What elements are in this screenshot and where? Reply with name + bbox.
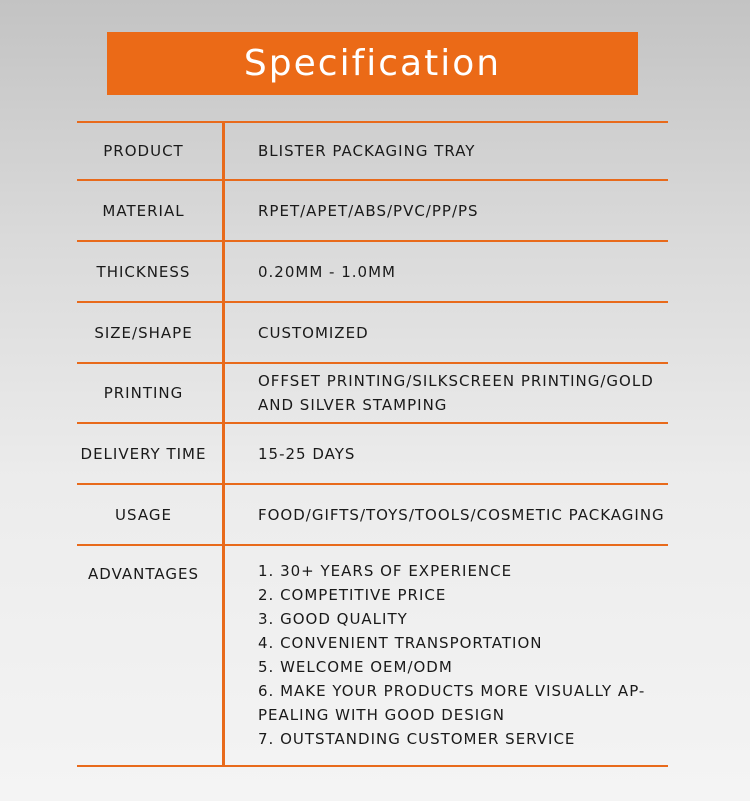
spec-label-usage: USAGE [115,505,172,524]
spec-label-material: MATERIAL [102,201,185,220]
spec-label-product: PRODUCT [103,142,184,160]
row-divider [77,765,668,767]
column-divider [222,121,225,767]
spec-value-advantages [258,559,668,759]
spec-value-usage: FOOD/GIFTS/TOYS/TOOLS/COSMETIC PACKAGING [258,505,665,524]
spec-label-size-shape: SIZE/SHAPE [94,323,193,342]
spec-value-material: RPET/APET/ABS/PVC/PP/PS [258,202,479,220]
page-title: Specification [243,43,502,84]
advantage-item: 5. WELCOME OEM/ODM [258,658,453,676]
advantage-item: PEALING WITH GOOD DESIGN [258,706,506,724]
advantages-list [258,559,645,751]
advantage-item: 2. COMPETITIVE PRICE [258,586,447,604]
spec-label-delivery-time: DELIVERY TIME [80,444,207,463]
spec-value-printing: OFFSET PRINTING/SILKSCREEN PRINTING/GOLD AND SILVER STAMPING [258,372,654,414]
spec-value-delivery-time: 15-25 DAYS [258,444,356,463]
row-divider [77,544,668,546]
spec-label-advantages: ADVANTAGES [88,565,199,583]
spec-label-printing: PRINTING [103,384,184,402]
advantage-item: 3. GOOD QUALITY [258,610,408,628]
spec-title-banner [107,32,638,95]
advantage-item: 4. CONVENIENT TRANSPORTATION [258,634,543,652]
spec-value-product: BLISTER PACKAGING TRAY [258,142,476,160]
advantage-item: 1. 30+ YEARS OF EXPERIENCE [258,562,513,580]
advantage-item: 6. MAKE YOUR PRODUCTS MORE VISUALLY AP- [258,682,646,700]
spec-value-size-shape: CUSTOMIZED [258,323,369,342]
spec-value-thickness: 0.20MM - 1.0MM [258,262,396,281]
advantage-item: 7. OUTSTANDING CUSTOMER SERVICE [258,730,576,748]
spec-label-thickness: THICKNESS [96,262,191,281]
